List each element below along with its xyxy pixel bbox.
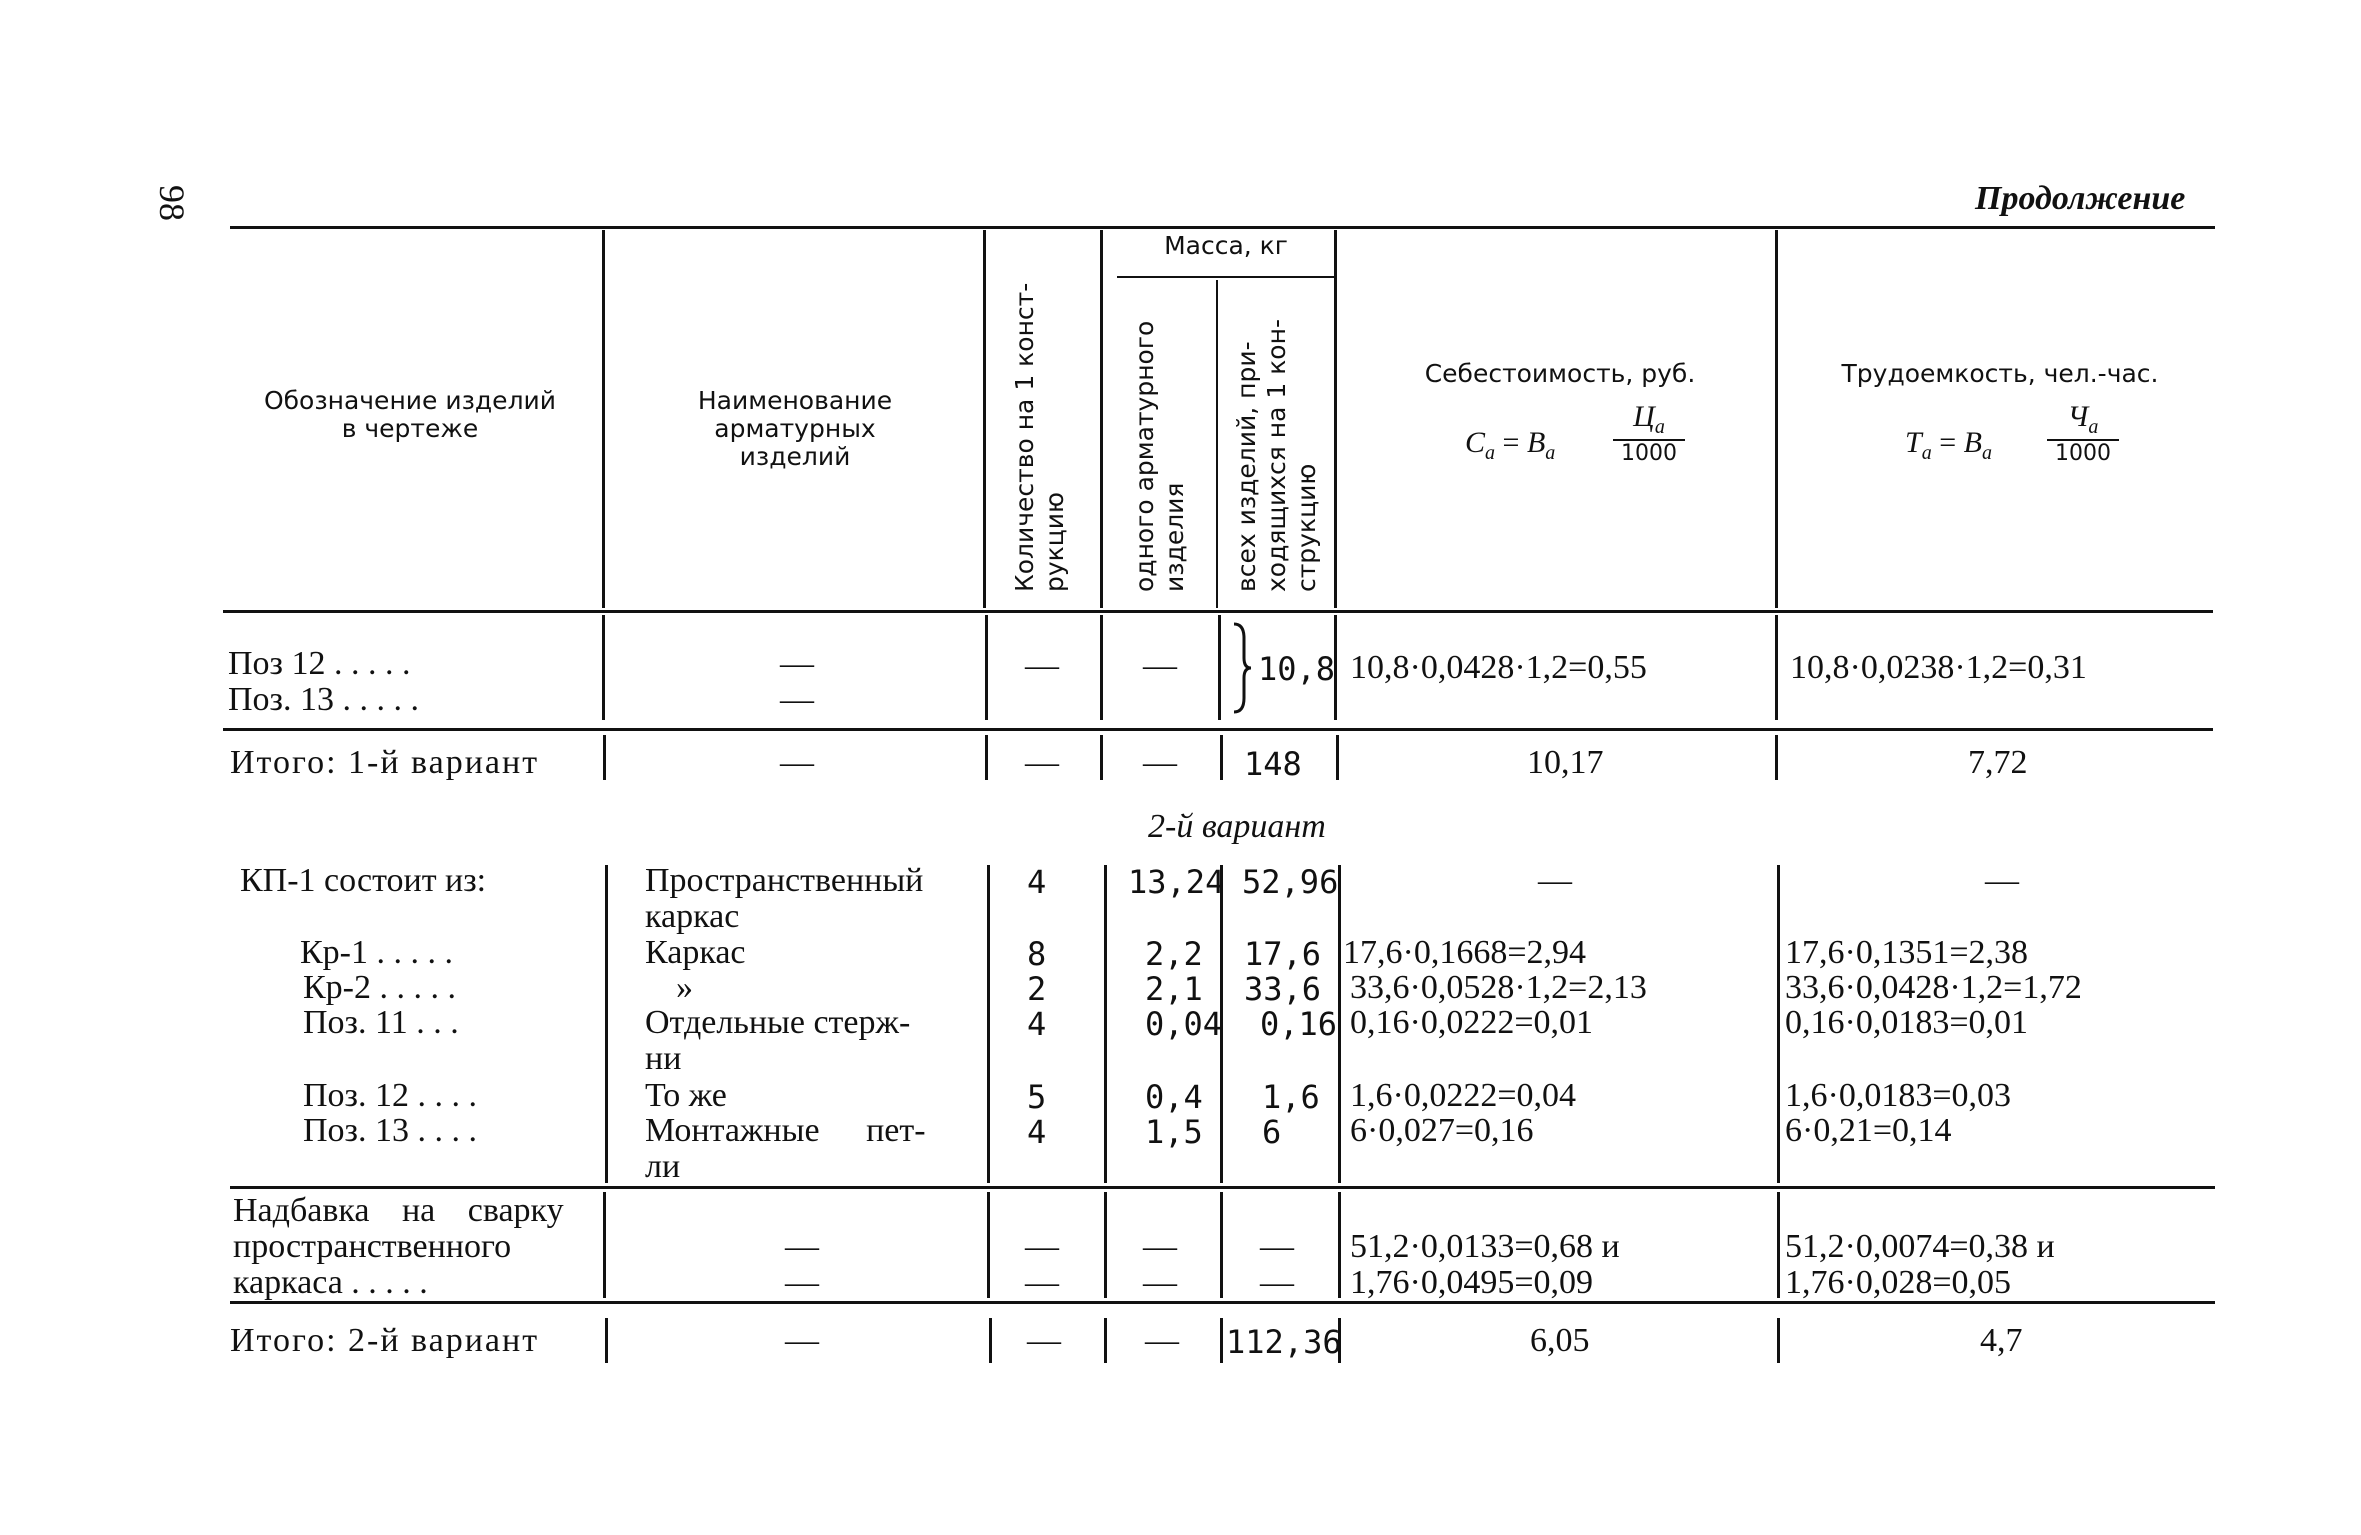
header-name-line: Наименование [697,386,893,415]
surcharge-name [785,1229,819,1301]
formula-sub: а [1921,442,1932,464]
block2-mass-all: 6 [1262,1113,1282,1151]
formula-bsub: а [1545,442,1556,464]
total1-name: — [780,744,814,781]
block2-cost: 1,6·0,0222=0,04 [1350,1077,1576,1114]
total1-col-rule [1336,735,1339,780]
block2-bottom-rule [230,1186,2215,1189]
block2-cost: 17,6·0,1668=2,94 [1343,934,1586,971]
surcharge-col-rule [1338,1192,1341,1298]
header-name [650,387,940,471]
formula-numsub: а [2088,416,2099,438]
block2-mass-one: 2,1 [1145,970,1203,1008]
block2-mass-one: 2,2 [1145,935,1203,973]
block2-mass-one: 13,24 [1128,863,1225,901]
surcharge-mass-one [1143,1229,1177,1301]
qty-cell: — [1025,1228,1059,1265]
cost-formula [1465,400,1695,480]
formula-num: Ц [1633,400,1655,433]
header-qty-line: рукцию [1040,491,1069,592]
header-mass-one [1130,321,1190,592]
brace-icon [1232,622,1252,714]
block2-designation: КП-1 состоит из: [240,862,487,899]
name-cell: — [785,1228,819,1265]
total2-col-rule [1220,1318,1223,1363]
total2-name: — [785,1322,819,1359]
block1-bottom-rule [223,728,2213,731]
block2-col-rule [1777,865,1780,1183]
mass-one-cell: — [1143,1264,1177,1301]
block2-labor: 17,6·0,1351=2,38 [1785,934,2028,971]
surcharge-bottom-rule [230,1301,2215,1304]
total2-qty: — [1027,1322,1061,1359]
name-line: ли [645,1148,681,1185]
designation-line: каркаса . . . . . [233,1264,428,1301]
surcharge-labor [1785,1229,2055,1301]
block2-qty: 4 [1027,1113,1047,1151]
name-cell: — [780,645,814,682]
name-line: Пространственный [645,862,924,899]
header-name-line: изделий [739,442,851,471]
header-designation-line: в чертеже [341,414,479,443]
total2-col-rule [605,1318,608,1363]
formula-lhs: T [1905,426,1922,459]
block2-designation: Поз. 11 . . . [303,1004,459,1041]
block2-mass-one: 0,04 [1145,1005,1223,1043]
designation-cell: Поз. 13 . . . . . [228,681,419,718]
block2-cost: 33,6·0,0528·1,2=2,13 [1350,969,1647,1006]
total1-col-rule [603,735,606,780]
block2-mass-all: 17,6 [1244,935,1322,973]
formula-b: B [1963,426,1982,459]
block1-col-rule [1100,615,1103,720]
header-qty [1010,283,1070,592]
header-qty-line: Количество на 1 конст- [1010,282,1039,592]
block1-qty: — [1025,647,1059,684]
formula-numsub: а [1654,416,1665,438]
block2-col-rule [605,865,608,1183]
block1-labor: 10,8·0,0238·1,2=0,31 [1790,649,2087,686]
designation-line: Надбавка на сварку [233,1192,564,1229]
block2-name: То же [645,1077,727,1114]
qty-cell: — [1025,1264,1059,1301]
header-bottom-rule [223,610,2213,613]
block2-name [645,863,923,935]
cost-line: 1,76·0,0495=0,09 [1350,1264,1593,1301]
block2-mass-all: 0,16 [1260,1005,1338,1043]
block2-labor: 33,6·0,0428·1,2=1,72 [1785,969,2082,1006]
designation-line: пространственного [233,1228,512,1265]
total1-col-rule [985,735,988,780]
surcharge-cost [1350,1229,1620,1301]
labor-line: 1,76·0,028=0,05 [1785,1264,2011,1301]
header-mass-all-line: всех изделий, при- [1232,341,1261,592]
total1-mass-all: 148 [1244,745,1302,783]
block1-mass-one: — [1143,647,1177,684]
header-col-rule [602,230,605,608]
total2-cost: 6,05 [1530,1322,1590,1359]
block1-designation [228,646,419,718]
name-cell: — [785,1264,819,1301]
total2-labor: 4,7 [1980,1322,2023,1359]
formula-num: Ч [2067,400,2089,433]
mass-header-rule [1117,276,1335,278]
header-col-rule [1775,230,1778,608]
total2-col-rule [1104,1318,1107,1363]
header-designation-line: Обозначение изделий [263,386,557,415]
formula-den: 1000 [2047,439,2119,466]
formula-den: 1000 [1613,439,1685,466]
header-col-rule [1216,280,1218,608]
cost-line: 51,2·0,0133=0,68 и [1350,1228,1620,1265]
name-line: каркас [645,898,740,935]
header-mass-one-line: одного арматурного [1130,320,1159,592]
header-mass-all [1232,319,1322,592]
continuation-label: Продолжение [1975,180,2186,217]
block2-name [645,1113,926,1185]
block2-name: Каркас [645,934,746,971]
block2-qty: 8 [1027,935,1047,973]
surcharge-designation [233,1193,564,1301]
header-designation [240,387,580,443]
block1-col-rule [602,615,605,720]
name-line: Отдельные стерж- [645,1004,911,1041]
block2-designation: Поз. 12 . . . . [303,1077,477,1114]
formula-b: B [1526,426,1546,459]
total1-label: Итого: 1-й вариант [230,744,540,781]
block2-qty: 2 [1027,970,1047,1008]
block2-designation: Кр-1 . . . . . [300,934,453,971]
block2-mass-one: 0,4 [1145,1078,1203,1116]
header-mass-one-line: изделия [1160,482,1189,592]
total2-col-rule [1777,1318,1780,1363]
surcharge-col-rule [1104,1192,1107,1298]
total2-col-rule [989,1318,992,1363]
formula-bsub: а [1981,442,1992,464]
total1-labor: 7,72 [1968,744,2028,781]
header-cost: Себестоимость, руб. [1424,359,1696,388]
block2-col-rule [1104,865,1107,1183]
total2-mass-one: — [1145,1322,1179,1359]
block2-labor: 6·0,21=0,14 [1785,1112,1952,1149]
block2-mass-all: 1,6 [1262,1078,1320,1116]
block1-col-rule [1775,615,1778,720]
total1-qty: — [1025,744,1059,781]
mass-one-cell: — [1143,1228,1177,1265]
header-col-rule [1100,230,1103,608]
header-labor: Трудоемкость, чел.-час. [1841,359,2159,388]
formula-sub: а [1485,442,1496,464]
formula-lhs: C [1465,426,1486,459]
formula-eq: = [1502,426,1520,459]
block2-col-rule [987,865,990,1183]
formula-eq: = [1939,426,1957,459]
mass-all-cell: — [1260,1228,1294,1265]
total2-mass-all: 112,36 [1226,1323,1342,1361]
total1-col-rule [1220,735,1223,780]
surcharge-col-rule [987,1192,990,1298]
block2-designation: Поз. 13 . . . . [303,1112,477,1149]
block2-qty: 4 [1027,1005,1047,1043]
block2-name: » [676,969,693,1006]
block2-cost: 0,16·0,0222=0,01 [1350,1004,1593,1041]
block2-qty: 5 [1027,1078,1047,1116]
surcharge-qty [1025,1229,1059,1301]
block2-cost: 6·0,027=0,16 [1350,1112,1534,1149]
block1-name [780,646,814,718]
block2-designation: Кр-2 . . . . . [303,969,456,1006]
name-cell: — [780,681,814,718]
block2-cost: — [1538,862,1572,899]
block2-mass-all: 52,96 [1242,863,1339,901]
table-top-rule [230,226,2215,229]
header-col-rule [1334,230,1337,608]
designation-cell: Поз 12 . . . . . [228,645,411,682]
labor-line: 51,2·0,0074=0,38 и [1785,1228,2055,1265]
header-mass-all-line: ходящихся на 1 кон- [1262,319,1291,592]
block2-labor: — [1985,862,2019,899]
block1-col-rule [985,615,988,720]
total1-col-rule [1100,735,1103,780]
surcharge-col-rule [603,1192,606,1298]
block1-mass-all: 10,8 [1258,650,1336,688]
labor-formula [1905,400,2135,480]
block2-name [645,1005,910,1077]
surcharge-col-rule [1220,1192,1223,1298]
total1-mass-one: — [1143,744,1177,781]
total1-col-rule [1775,735,1778,780]
header-col-rule [983,230,986,608]
surcharge-mass-all [1260,1229,1294,1301]
header-name-line: арматурных [714,414,876,443]
block2-labor: 0,16·0,0183=0,01 [1785,1004,2028,1041]
block1-cost: 10,8·0,0428·1,2=0,55 [1350,649,1647,686]
header-mass-all-line: струкцию [1292,463,1321,592]
name-line: ни [645,1040,682,1077]
block2-qty: 4 [1027,863,1047,901]
total1-cost: 10,17 [1527,744,1604,781]
total2-label: Итого: 2-й вариант [230,1322,540,1359]
section-title: 2-й вариант [1148,808,1326,845]
block2-mass-all: 33,6 [1244,970,1322,1008]
block2-col-rule [1338,865,1341,1183]
page-number: 98 [152,185,192,221]
surcharge-col-rule [1777,1192,1780,1298]
block1-col-rule [1218,615,1221,720]
mass-all-cell: — [1260,1264,1294,1301]
header-mass: Масса, кг [1164,231,1288,260]
block2-mass-one: 1,5 [1145,1113,1203,1151]
block2-labor: 1,6·0,0183=0,03 [1785,1077,2011,1114]
name-line: Монтажные пет- [645,1112,926,1149]
